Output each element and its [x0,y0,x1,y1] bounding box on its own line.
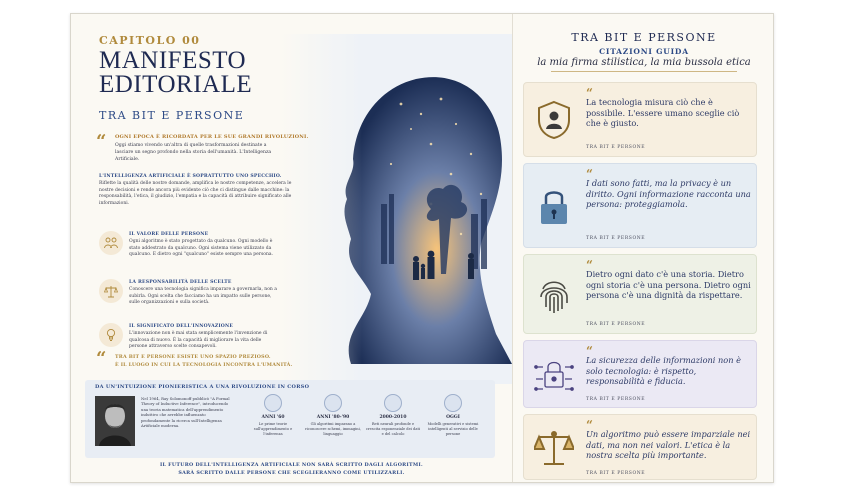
card-4-quote: La sicurezza delle informazioni non è solo tecnologia: è rispetto, responsabilità e fiducia. [586,355,741,386]
network-icon [264,394,282,412]
era-4 [425,394,481,437]
title-line-1: MANIFESTO [99,47,247,74]
timeline-panel [85,380,495,458]
quote-card-5 [523,414,757,480]
era-3 [365,394,421,437]
portrait-photo [95,396,135,446]
intro-text: Oggi stiamo vivendo un'altra di quelle trasformazioni destinate a lasciare un segno profondo nella storia dell'umanità. L'Intelligenza Artificiale. [115,143,272,162]
quote-mark-icon: “ [586,86,593,100]
era-3-label: 2000-2010 [379,415,407,420]
card-3-signature: TRA BIT E PERSONE [586,322,646,327]
section-3-heading: IL SIGNIFICATO DELL'INNOVAZIONE [129,324,234,329]
card-3-quote: Dietro ogni dato c'è una storia. Dietro ogni storia c'è una persona. Dietro ogni persona c'è una dignità da rispettare. [586,269,751,300]
magazine-spread [70,13,774,483]
quote-card-2 [523,163,757,248]
timeline-intro-text: Nel 1964, Ray Solomonoff pubblicò "A Formal Theory of Inductive Inference", introducendo una teoria matematica dell'apprendimento induttivo che avrebbe influenzato profondamente la ricerca sull'Intelligenza Artificiale moderna. [141,396,230,429]
intro-heading: OGNI EPOCA È RICORDATA PER LE SUE GRANDI RIVOLUZIONI. [115,134,309,140]
card-1-signature: TRA BIT E PERSONE [586,145,646,150]
right-subtitle: CITAZIONI GUIDA [599,47,689,56]
footer-line-2: SARÀ SCRITTO DALLE PERSONE CHE SCEGLIERANNO COME UTILIZZARLI. [178,470,405,476]
timeline-title: DA UN'INTUIZIONE PIONIERISTICA A UNA RIVOLUZIONE IN CORSO [95,384,310,390]
card-5-signature: TRA BIT E PERSONE [586,471,646,476]
scales-icon [99,279,123,303]
era-2 [305,394,361,437]
section-3-text: L'innovazione non è mai stata semplicemente l'invenzione di qualcosa di nuovo. È la capacità di migliorare la vita delle persone attraverso scelte consapevoli. [129,331,268,350]
quote-card-3 [523,254,757,334]
section-1-heading: IL VALORE DELLE PERSONE [129,232,209,237]
era-1-text: Le prime teorie sull'apprendimento e l'inferenza [253,422,293,436]
quote-mark-icon: “ [586,167,593,181]
left-page [71,14,512,484]
era-1-label: ANNI '60 [261,415,285,420]
era-3-text: Reti neurali profonde e crescita esponenziale dei dati e del calcolo [365,422,421,436]
divider [551,71,737,72]
section-2-heading: LA RESPONSABILITÀ DELLE SCELTE [129,280,232,285]
quote-mark-icon: “ [96,131,107,152]
title-line-2: EDITORIALE [99,71,253,98]
padlock-icon [530,182,578,230]
shield-person-icon [530,96,578,144]
ai-text: Riflette la qualità delle nostre domande, amplifica le nostre competenze, accelera le nostre decisioni e rende ancora più evidente ciò che ci distingue dalle macchine: la responsabilità, l'etica, il giudizio, l'empatia e la capacità di attribuire significato alle informazioni. [99,181,292,206]
brain-icon [324,394,342,412]
neural-network-icon [384,394,402,412]
quote-card-1 [523,82,757,157]
right-title: TRA BIT E PERSONE [571,31,717,44]
closing-quote-1: TRA BIT E PERSONE ESISTE UNO SPAZIO PREZIOSO. [115,354,271,360]
closing-quote-2: È IL LUOGO IN CUI LA TECNOLOGIA INCONTRA L'UMANITÀ. [115,362,293,368]
era-4-label: OGGI [446,415,460,420]
right-tagline: la mia firma stilistica, la mia bussola etica [537,57,751,68]
era-2-label: ANNI '80-'90 [316,415,350,420]
fingerprint-icon [530,271,578,319]
quote-mark-icon: “ [586,418,593,432]
quote-mark-icon-2: “ [96,348,107,369]
circuit-lock-icon [530,351,578,399]
era-1 [245,394,301,437]
chapter-label: CAPITOLO 00 [99,34,201,47]
lightbulb-icon [99,323,123,347]
card-5-quote: Un algoritmo può essere imparziale nei dati, ma non nei valori. L'etica è la nostra scelta più importante. [586,429,751,460]
page-subtitle: TRA BIT E PERSONE [99,109,245,122]
card-2-quote: I dati sono fatti, ma la privacy è un diritto. Ogni informazione racconta una persona: proteggiamola. [586,178,751,209]
card-4-signature: TRA BIT E PERSONE [586,397,646,402]
quote-mark-icon: “ [586,258,593,272]
chip-icon [444,394,462,412]
page-title [99,49,252,97]
section-1-text: Ogni algoritmo è stato progettato da qualcuno. Ogni modello è stato addestrato da qualcuno. Ogni sistema viene utilizzato da qualcuno. E dietro ogni "qualcuno" esiste sempre una persona. [129,239,273,258]
era-4-text: Modelli generativi e sistemi intelligenti al servizio delle persone [427,422,479,436]
quote-card-4 [523,340,757,408]
ai-heading: L'INTELLIGENZA ARTIFICIALE È SOPRATTUTTO UNO SPECCHIO. [99,174,282,179]
people-icon [99,231,123,255]
section-2-text: Conoscere una tecnologia significa imparare a governarla, non a subirla. Ogni scelta che facciamo ha un impatto sulle persone, sulle organizzazioni e sulla società. [129,287,277,306]
portrait-illustration [281,34,512,384]
card-1-quote: La tecnologia misura ciò che è possibile. L'essere umano sceglie ciò che è giusto. [586,97,740,128]
era-2-text: Gli algoritmi imparano a riconoscere schemi, immagini, linguaggio [305,422,361,436]
card-2-signature: TRA BIT E PERSONE [586,236,646,241]
right-page [513,14,775,484]
footer-line-1: IL FUTURO DELL'INTELLIGENZA ARTIFICIALE NON SARÀ SCRITTO DAGLI ALGORITMI. [159,462,423,468]
quote-mark-icon: “ [586,344,593,358]
balance-icon [530,424,578,472]
